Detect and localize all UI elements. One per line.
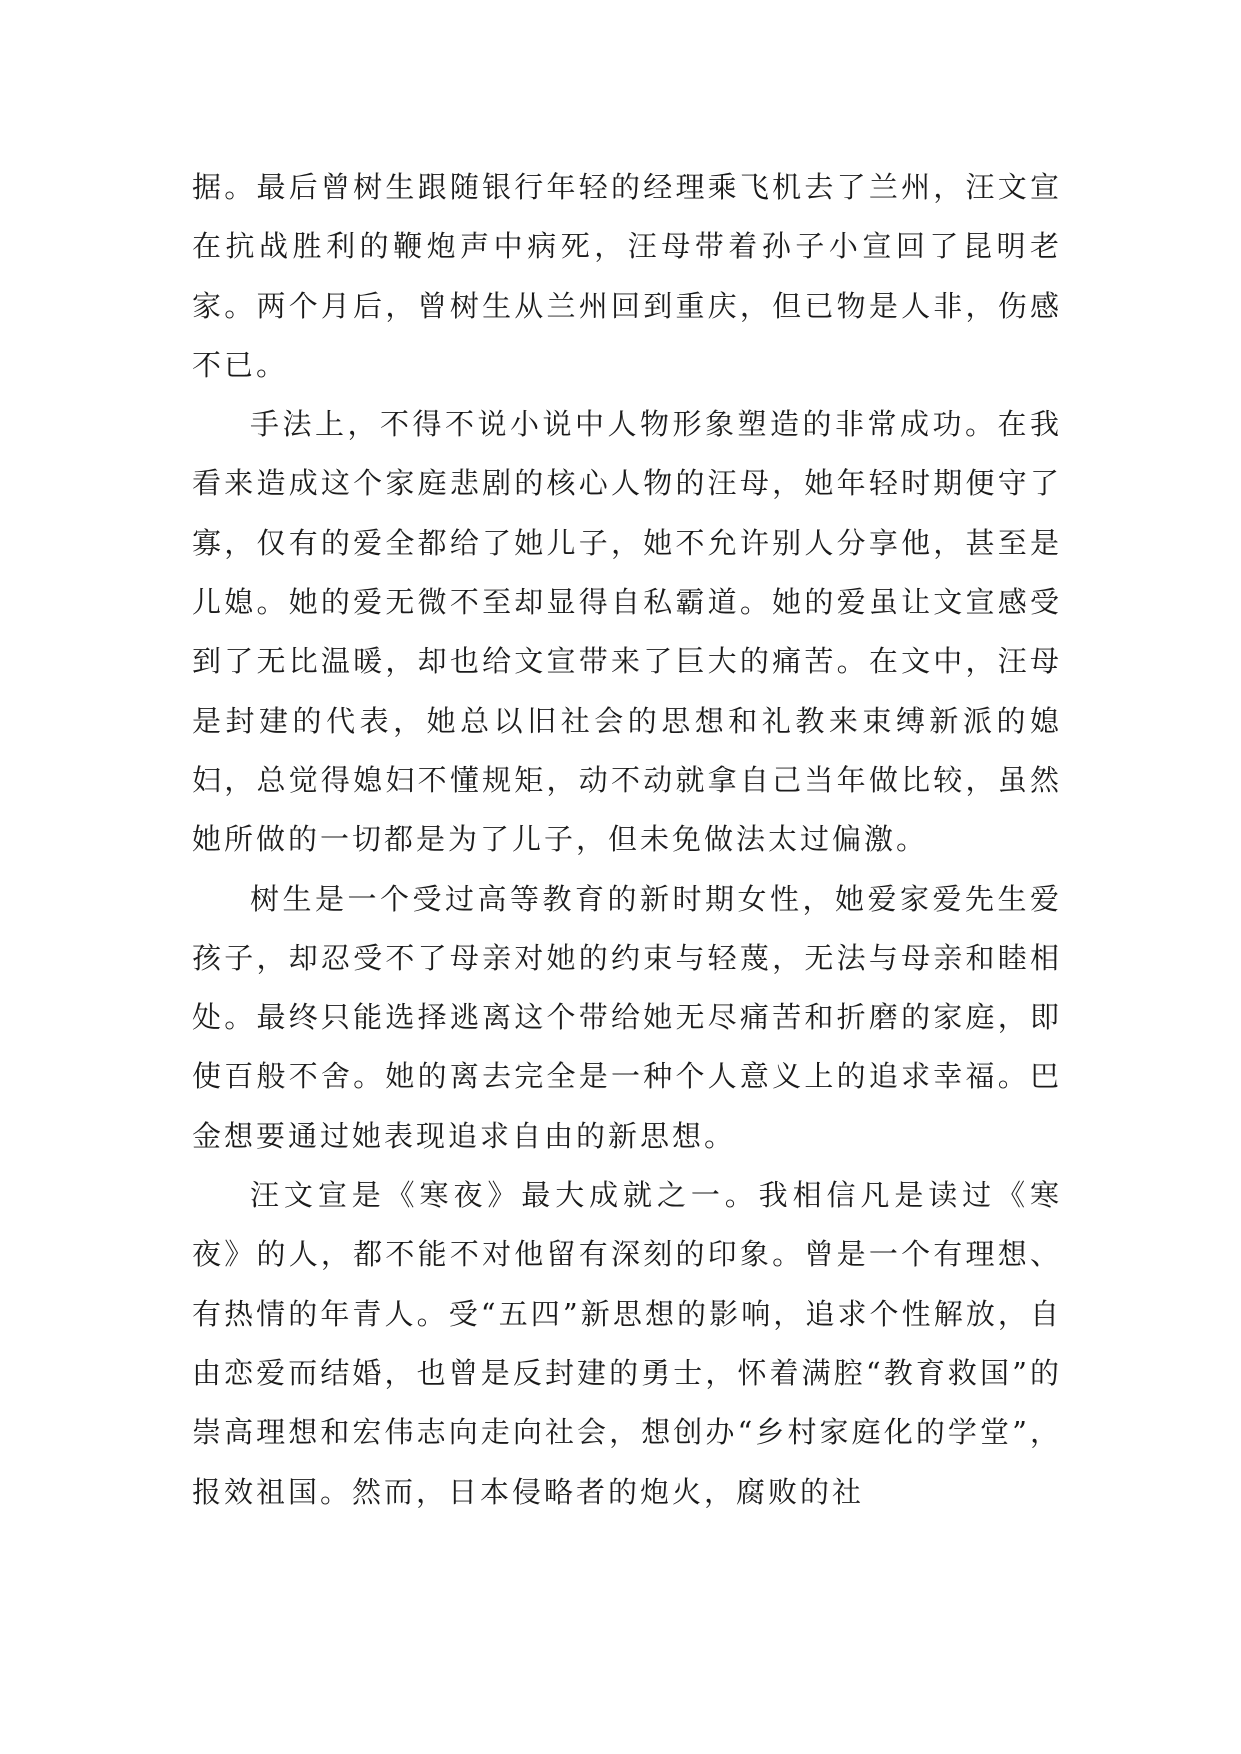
paragraph-3: 树生是一个受过高等教育的新时期女性，她爱家爱先生爱孩子，却忍受不了母亲对她的约束与轻蔑，无法与母亲和睦相处。最终只能选择逃离这个带给她无尽痛苦和折磨的家庭，即使百般不舍。她的离去完全是一种个人意义上的追求幸福。巴金想要通过她表现追求自由的新思想。 xyxy=(192,881,1062,1153)
document-body xyxy=(192,158,1062,1522)
paragraph-2: 手法上，不得不说小说中人物形象塑造的非常成功。在我看来造成这个家庭悲剧的核心人物的汪母，她年轻时期便守了寡，仅有的爱全都给了她儿子，她不允许别人分享他，甚至是儿媳。她的爱无微不至却显得自私霸道。她的爱虽让文宣感受到了无比温暖，却也给文宣带来了巨大的痛苦。在文中，汪母是封建的代表，她总以旧社会的思想和礼教来束缚新派的媳妇，总觉得媳妇不懂规矩，动不动就拿自己当年做比较，虽然她所做的一切都是为了儿子，但未免做法太过偏激。 xyxy=(192,407,1062,857)
paragraph-4: 汪文宣是《寒夜》最大成就之一。我相信凡是读过《寒夜》的人，都不能不对他留有深刻的印象。曾是一个有理想、有热情的年青人。受“五四”新思想的影响，追求个性解放，自由恋爱而结婚，也曾是反封建的勇士，怀着满腔“教育救国”的崇高理想和宏伟志向走向社会，想创办“乡村家庭化的学堂”，报效祖国。然而，日本侵略者的炮火，腐败的社 xyxy=(192,1178,1062,1509)
paragraph-1: 据。最后曾树生跟随银行年轻的经理乘飞机去了兰州，汪文宣在抗战胜利的鞭炮声中病死，汪母带着孙子小宣回了昆明老家。两个月后，曾树生从兰州回到重庆，但已物是人非，伤感不已。 xyxy=(192,170,1062,382)
